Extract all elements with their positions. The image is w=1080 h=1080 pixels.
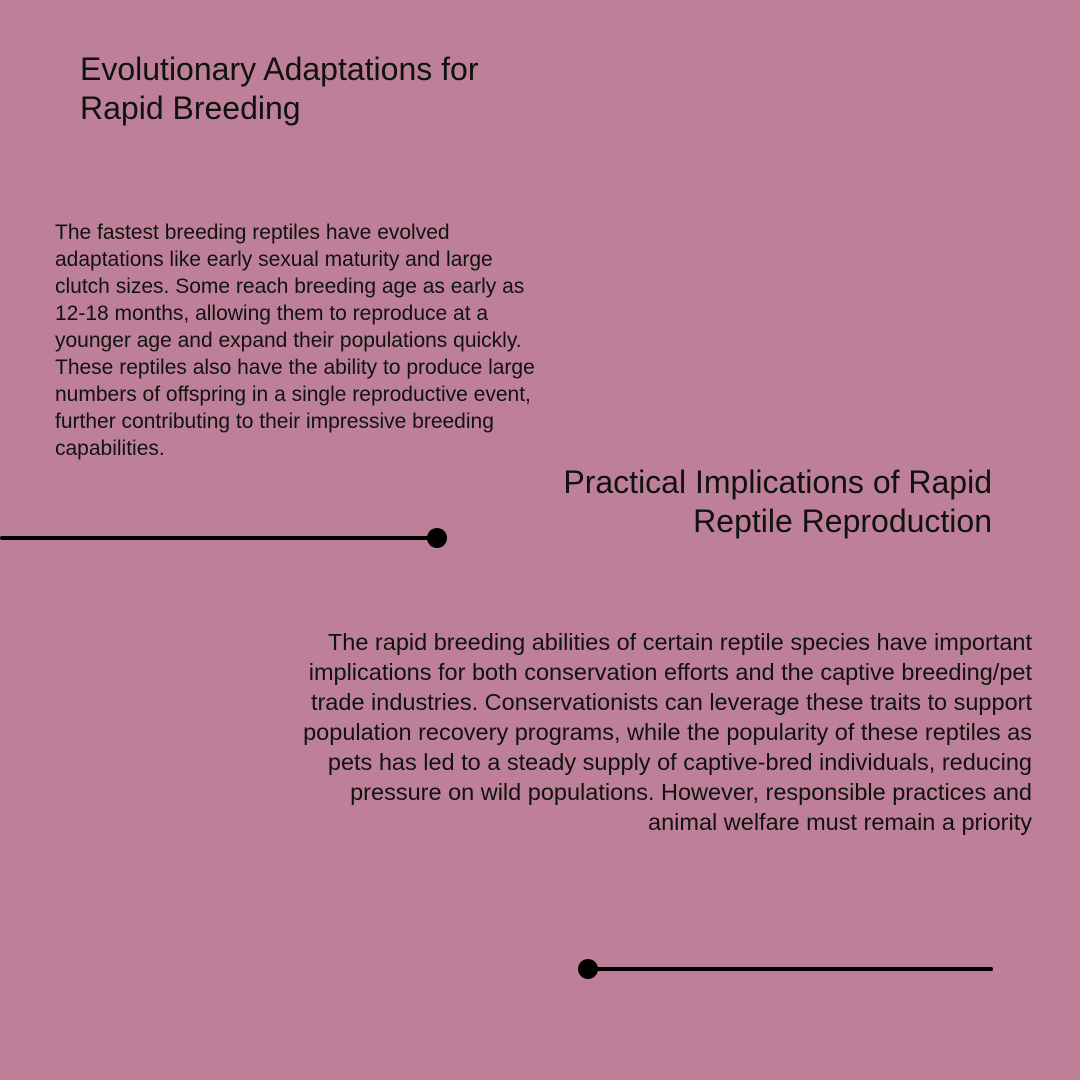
section-2-heading: Practical Implications of Rapid Reptile Reproduction <box>563 464 992 539</box>
divider-dot-right <box>578 959 598 979</box>
divider-line-left <box>0 536 438 540</box>
section-2-body: The rapid breeding abilities of certain reptile species have important implications for both conservation efforts and the captive breeding/pet trade industries. Conservationists can leverage these traits to support population recovery programs, while the popularity of these reptiles as pets has led to a steady supply of captive-bred individuals, reducing pressure on wild populations. However, responsible practices and animal welfare must remain a priority <box>303 629 1032 835</box>
divider-dot-left <box>427 528 447 548</box>
section-1-heading: Evolutionary Adaptations for Rapid Breeding <box>80 51 479 126</box>
divider-line-right <box>588 967 993 971</box>
section-1-body: The fastest breeding reptiles have evolved adaptations like early sexual maturity and large clutch sizes. Some reach breeding age as early as 12-18 months, allowing them to reproduce at a younger age and expand their populations quickly. These reptiles also have the ability to produce large numbers of offspring in a single reproductive event, further contributing to their impressive breeding capabilities. <box>55 221 535 460</box>
